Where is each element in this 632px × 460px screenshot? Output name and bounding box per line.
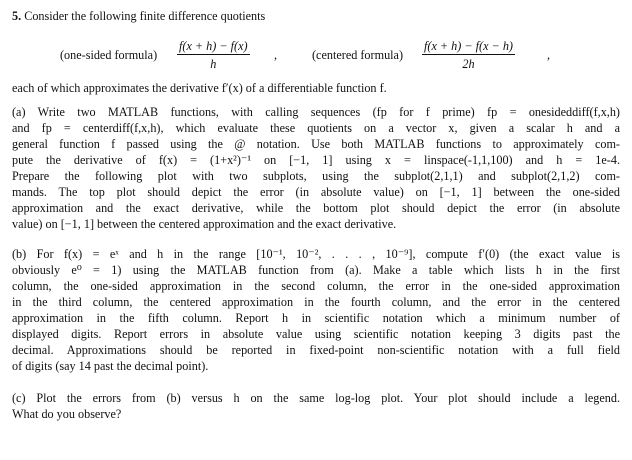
centered-numerator: f(x + h) − f(x − h) bbox=[424, 39, 513, 53]
problem-number: 5. bbox=[12, 9, 22, 23]
after-formula-line: each of which approximates the derivative f′(x) of a differentiable function f. bbox=[12, 81, 387, 95]
centered-fraction bbox=[422, 38, 515, 72]
part-b-line: displayed digits. Report errors in absolute value using scientific notation keeping 3 digits past the bbox=[12, 327, 620, 341]
part-b bbox=[12, 246, 620, 374]
problem-intro: Consider the following finite difference quotients bbox=[24, 9, 266, 23]
part-b-line: of digits (say 14 past the decimal point). bbox=[12, 359, 209, 373]
one-sided-label: (one-sided formula) bbox=[60, 48, 158, 62]
part-a-line: general function f passed using the @ notation. Use both MATLAB functions to approximately com- bbox=[12, 137, 620, 151]
centered-label: (centered formula) bbox=[312, 48, 404, 62]
part-a-line: (a) Write two MATLAB functions, with calling sequences (fp for f prime) fp = onesideddiff(f,x,h) bbox=[12, 105, 620, 119]
part-c bbox=[12, 390, 620, 422]
part-a bbox=[12, 104, 620, 232]
part-b-line: approximation in the fifth column. Report h in scientific notation which a minimum number of bbox=[12, 311, 620, 325]
part-c-line: (c) Plot the errors from (b) versus h on the same log-log plot. Your plot should include a legend. bbox=[12, 391, 620, 405]
part-b-line: decimal. Approximations should be reported in fixed-point non-scientific notation with a full field bbox=[12, 343, 620, 357]
part-b-line: column, the one-sided approximation in the second column, the error in the one-sided approximation bbox=[12, 279, 620, 293]
one-sided-fraction bbox=[177, 38, 250, 72]
part-a-line: pute the derivative of f(x) = (1+x²)⁻¹ on [−1, 1] using x = linspace(-1,1,100) and h = 1e-4. bbox=[12, 153, 620, 167]
one-sided-denominator: h bbox=[177, 54, 250, 72]
problem-heading bbox=[12, 8, 265, 24]
centered-comma: , bbox=[547, 48, 551, 62]
one-sided-numerator: f(x + h) − f(x) bbox=[179, 39, 248, 53]
part-b-line: (b) For f(x) = eˣ and h in the range [10⁻¹, 10⁻², . . . , 10⁻⁹], compute f′(0) (the exact value is bbox=[12, 247, 620, 261]
formula-row bbox=[60, 38, 620, 78]
part-b-line: obviously e⁰ = 1) using the MATLAB function from (a). Make a table which lists h in the first bbox=[12, 263, 620, 277]
part-a-line: approximation and the exact derivative, while the bottom plot should depict the error (in absolute bbox=[12, 201, 620, 215]
part-a-line: value) on [−1, 1] between the centered approximation and the exact derivative. bbox=[12, 217, 397, 231]
part-b-line: in the third column, the centered approximation in the fourth column, and the error in the centered bbox=[12, 295, 620, 309]
part-c-line: What do you observe? bbox=[12, 407, 122, 421]
after-formula-text bbox=[12, 80, 620, 96]
centered-denominator: 2h bbox=[422, 54, 515, 72]
part-a-line: and fp = centerdiff(f,x,h), which evaluate these quotients on a vector x, given a scalar h and a bbox=[12, 121, 620, 135]
part-a-line: mands. The top plot should depict the error (in absolute value) on [−1, 1] between the one-sided bbox=[12, 185, 620, 199]
one-sided-comma: , bbox=[274, 48, 278, 62]
part-a-line: Prepare the following plot with two subplots, using the subplot(2,1,1) and subplot(2,1,2) com- bbox=[12, 169, 620, 183]
